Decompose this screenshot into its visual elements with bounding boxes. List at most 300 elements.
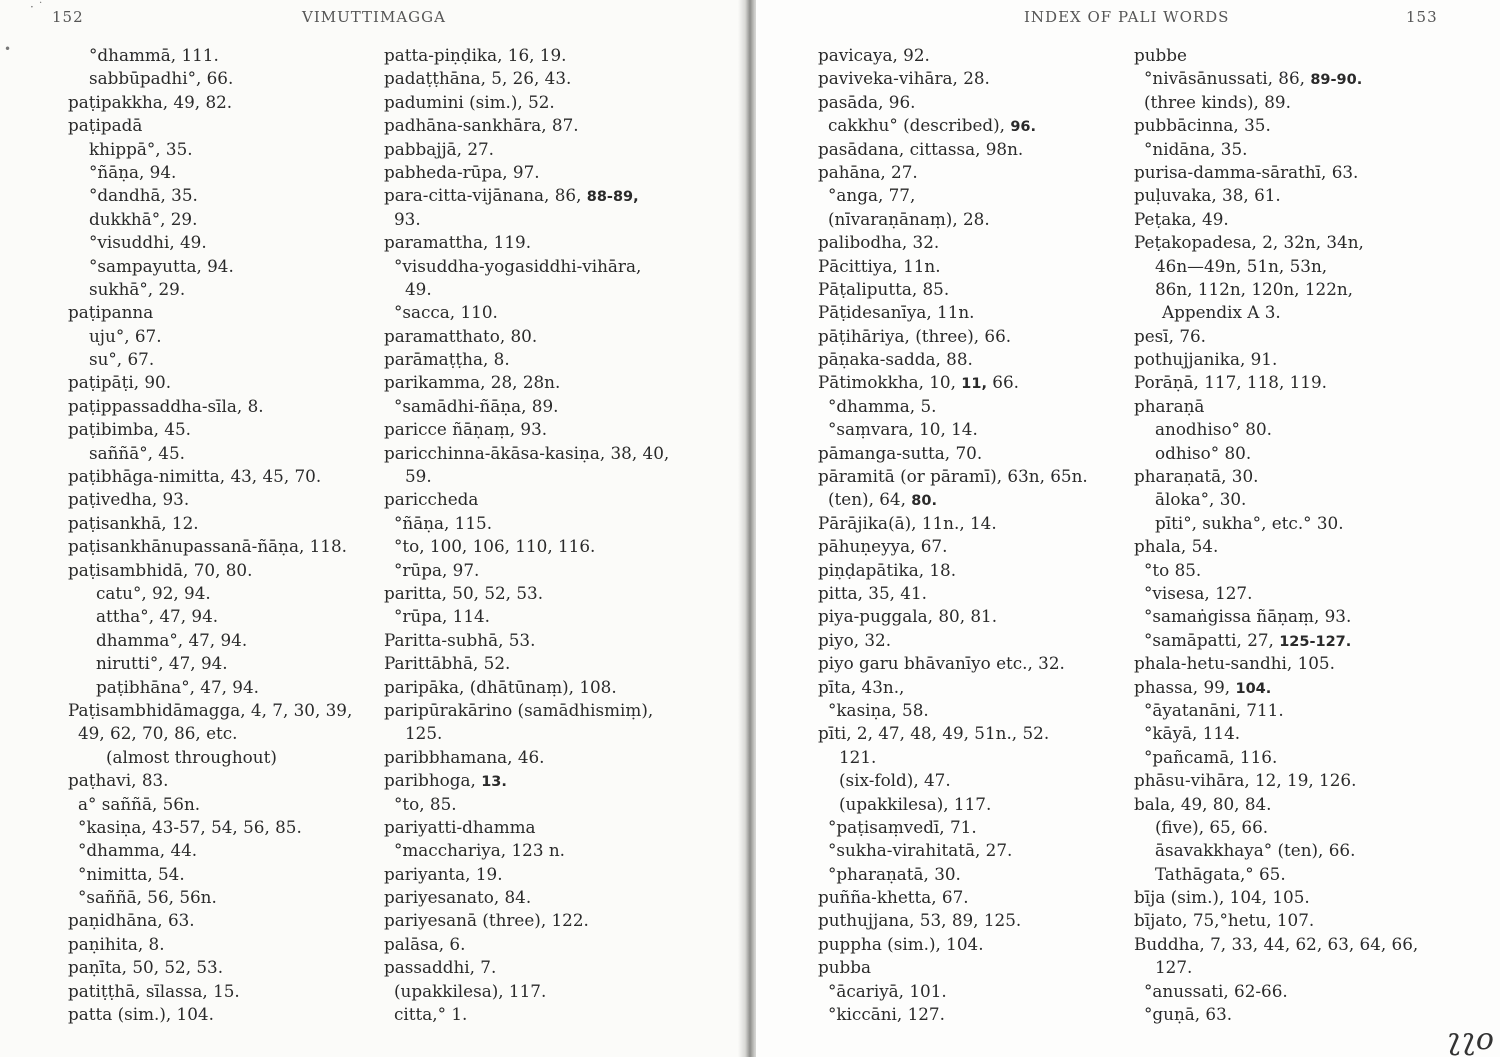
entry-text: passaddhi, 7. [384,957,497,978]
entry-text: bala, 49, 80, 84. [1134,793,1272,814]
entry-text: 127. [1155,957,1193,978]
entry-bold-ref: 80. [911,493,937,510]
index-entry [384,371,669,394]
index-entry [68,278,352,301]
index-entry [68,793,352,816]
index-entry [68,395,352,418]
entry-text: °sampayutta, 94. [89,255,234,276]
index-entry [1134,605,1418,628]
entry-text: °guṇā, 63. [1144,1004,1233,1025]
entry-text: pubbācinna, 35. [1134,115,1271,136]
entry-text: pariyesanato, 84. [384,887,532,908]
index-entry [1134,956,1418,979]
entry-text: piṇḍapātika, 18. [818,559,957,580]
entry-text: (upakkilesa), 117. [839,793,992,814]
entry-text: sabbūpadhi°, 66. [89,68,234,89]
entry-text: 59. [405,466,432,487]
entry-text: paribhoga, [384,770,482,791]
index-entry [384,161,669,184]
index-entry [818,722,1088,745]
index-entry [1134,933,1418,956]
index-entry [818,793,1088,816]
index-entry [68,746,352,769]
entry-text: Paṭisambhidāmagga, 4, 7, 30, 39, [68,699,353,720]
entry-text: paṭisankhā, 12. [68,512,199,533]
entry-text: pesī, 76. [1134,325,1207,346]
entry-text: pitta, 35, 41. [818,582,927,603]
entry-text: °dhamma, 44. [78,840,198,861]
index-entry [1134,793,1418,816]
index-entry [1134,184,1418,207]
index-entry [818,371,1088,394]
index-entry [68,465,352,488]
entry-text: 49. [405,278,432,299]
entry-text: palibodha, 32. [818,232,940,253]
entry-text: āsavakkhaya° (ten), 66. [1155,840,1356,861]
index-column [68,44,352,1026]
index-entry [1134,652,1418,675]
index-entry [384,746,669,769]
entry-text: °kasiṇa, 43-57, 54, 56, 85. [78,816,302,837]
index-entry [818,91,1088,114]
page-number-right: 153 [1406,8,1438,26]
index-entry [818,886,1088,909]
index-entry [384,559,669,582]
index-entry [68,676,352,699]
index-entry [1134,699,1418,722]
index-entry [818,138,1088,161]
index-entry [384,535,669,558]
entry-text: paramatthato, 80. [384,325,538,346]
entry-text: °rūpa, 114. [394,606,491,627]
index-entry [818,325,1088,348]
entry-text: dhamma°, 47, 94. [96,629,248,650]
index-column [818,44,1088,1026]
index-entry [68,652,352,675]
index-entry [818,395,1088,418]
entry-text: padhāna-sankhāra, 87. [384,115,579,136]
index-entry [68,863,352,886]
entry-text: puppha (sim.), 104. [818,933,984,954]
index-entry [818,465,1088,488]
entry-text: °visesa, 127. [1144,582,1253,603]
index-entry [68,301,352,324]
entry-text: 86n, 112n, 120n, 122n, [1155,278,1354,299]
index-entry [1134,465,1418,488]
index-entry [818,909,1088,932]
entry-text: odhiso° 80. [1155,442,1252,463]
entry-bold-ref: 125-127. [1279,633,1352,650]
index-entry [68,722,352,745]
index-entry [818,863,1088,886]
entry-text: °nivāsānussati, 86, [1144,68,1311,89]
entry-bold-ref: 88-89, [586,189,639,206]
index-entry [68,956,352,979]
index-entry [68,629,352,652]
entry-text: paṭipadā [68,115,143,136]
entry-text: puñña-khetta, 67. [818,887,969,908]
entry-text: pabbajjā, 27. [384,138,495,159]
entry-text: pīti°, sukha°, etc.° 30. [1155,512,1344,533]
index-entry [1134,816,1418,839]
entry-text: (upakkilesa), 117. [394,980,547,1001]
index-entry [1134,418,1418,441]
index-entry [818,231,1088,254]
entry-text: phāsu-vihāra, 12, 19, 126. [1134,770,1357,791]
index-entry [68,535,352,558]
entry-text: pavicaya, 92. [818,45,930,65]
entry-text: paṭisambhidā, 70, 80. [68,559,253,580]
running-head-left: VIMUTTIMAGGA [302,8,446,26]
entry-text: (three kinds), 89. [1144,91,1291,112]
index-entry [68,559,352,582]
index-entry [818,67,1088,90]
index-entry [1134,746,1418,769]
index-entry [384,816,669,839]
index-entry [384,325,669,348]
index-entry [68,114,352,137]
entry-text: bījato, 75,°hetu, 107. [1134,910,1315,931]
index-entry [384,208,669,231]
index-entry [384,138,669,161]
entry-text: piya-puggala, 80, 81. [818,606,998,627]
index-entry [68,980,352,1003]
index-entry [1134,208,1418,231]
index-entry [68,488,352,511]
entry-text: paricchinna-ākāsa-kasiṇa, 38, 40, [384,442,670,463]
entry-text: Paritta-subhā, 53. [384,629,536,650]
entry-text: paṇihita, 8. [68,933,165,954]
index-entry [68,699,352,722]
entry-text: °dhammā, 111. [89,45,219,65]
entry-text: °macchariya, 123 n. [394,840,565,861]
index-entry [68,67,352,90]
index-entry [384,348,669,371]
index-entry [818,184,1088,207]
entry-text: °ācariyā, 101. [828,980,947,1001]
entry-text: pabheda-rūpa, 97. [384,161,540,182]
entry-text: °rūpa, 97. [394,559,480,580]
entry-text: puḷuvaka, 38, 61. [1134,185,1281,206]
entry-text: Pāṭaliputta, 85. [818,278,950,299]
index-entry [1134,371,1418,394]
index-entry [1134,980,1418,1003]
entry-text: paṭivedha, 93. [68,489,190,510]
entry-text: pāṭihāriya, (three), 66. [818,325,1012,346]
entry-text: puthujjana, 53, 89, 125. [818,910,1022,931]
index-entry [384,255,669,278]
index-entry [818,816,1088,839]
entry-text: nirutti°, 47, 94. [96,653,228,674]
index-entry [1134,255,1418,278]
entry-text: °to, 85. [394,793,457,814]
entry-text: Peṭaka, 49. [1134,208,1229,229]
index-entry [1134,278,1418,301]
entry-text: °sacca, 110. [394,302,498,323]
index-entry [818,746,1088,769]
entry-text: piyo garu bhāvanīyo etc., 32. [818,653,1065,674]
index-entry [68,325,352,348]
index-entry [818,605,1088,628]
index-entry [1134,442,1418,465]
entry-text: paṭipāṭi, 90. [68,372,172,393]
index-entry [818,161,1088,184]
index-entry [68,442,352,465]
entry-text: paritta, 50, 52, 53. [384,582,544,603]
index-entry [384,395,669,418]
index-entry [1134,231,1418,254]
index-entry [384,933,669,956]
entry-text: °pharaṇatā, 30. [828,863,961,884]
index-entry [818,559,1088,582]
running-head-right: INDEX OF PALI WORDS [1024,8,1230,26]
index-entry [384,629,669,652]
entry-text: catu°, 92, 94. [96,582,211,603]
entry-bold-ref: 11, [961,376,987,393]
scan-speck: · ˙ [30,0,44,14]
index-entry [384,1003,669,1026]
entry-text: °visuddhi, 49. [89,232,207,253]
entry-text: °visuddha-yogasiddhi-vihāra, [394,255,642,276]
entry-text: Buddha, 7, 33, 44, 62, 63, 64, 66, [1134,933,1419,954]
entry-text: Parittābhā, 52. [384,653,511,674]
entry-text: pharaṇatā, 30. [1134,466,1259,487]
index-entry [68,371,352,394]
index-entry [1134,114,1418,137]
index-entry [818,488,1088,511]
entry-text: °anussati, 62-66. [1144,980,1288,1001]
index-entry [68,605,352,628]
index-entry [1134,161,1418,184]
index-entry [68,208,352,231]
index-entry [1134,863,1418,886]
right-page [756,0,1500,1057]
index-entry [818,769,1088,792]
entry-text: °anga, 77, [828,185,916,206]
entry-text: āloka°, 30. [1155,489,1247,510]
entry-text: patta (sim.), 104. [68,1004,214,1025]
index-entry [818,512,1088,535]
index-entry [68,582,352,605]
entry-text: °dandhā, 35. [89,185,198,206]
entry-text: phala, 54. [1134,536,1219,557]
entry-text: °kiccāni, 127. [828,1004,945,1025]
index-entry [68,418,352,441]
left-page [0,0,744,1057]
entry-text: paricce ñāṇaṃ, 93. [384,419,548,440]
index-entry [818,980,1088,1003]
entry-text: Peṭakopadesa, 2, 32n, 34n, [1134,232,1364,253]
index-entry [384,442,669,465]
index-entry [68,839,352,862]
entry-text: parāmaṭṭha, 8. [384,349,510,370]
entry-text: paṭisankhānupassanā-ñāṇa, 118. [68,536,347,557]
entry-text: 121. [839,746,877,767]
index-entry [384,652,669,675]
entry-text: paṭibhāga-nimitta, 43, 45, 70. [68,466,322,487]
index-entry [818,44,1088,67]
entry-text: para-citta-vijānana, 86, [384,185,587,206]
entry-text: uju°, 67. [89,325,162,346]
index-entry [384,278,669,301]
entry-text: Porāṇā, 117, 118, 119. [1134,372,1327,393]
index-entry [1134,488,1418,511]
entry-text: °nidāna, 35. [1144,138,1248,159]
index-entry [1134,886,1418,909]
index-entry [384,301,669,324]
entry-bold-ref: 13. [481,774,507,791]
entry-text: (almost throughout) [106,746,277,767]
entry-text-after: 66. [986,372,1019,393]
index-entry [384,605,669,628]
entry-text: Pātimokkha, 10, [818,372,962,393]
entry-text: °ñāṇa, 94. [89,161,177,182]
index-column [1134,44,1418,1026]
index-entry [384,418,669,441]
entry-text: °sukha-virahitatā, 27. [828,840,1013,861]
entry-text: °to 85. [1144,559,1202,580]
index-entry [68,348,352,371]
index-entry [384,956,669,979]
entry-text: a° saññā, 56n. [78,793,201,814]
entry-text: °samādhi-ñāṇa, 89. [394,395,559,416]
index-column [384,44,669,1026]
entry-text: bīja (sim.), 104, 105. [1134,887,1310,908]
entry-text: °pañcamā, 116. [1144,746,1278,767]
index-entry [384,231,669,254]
index-entry [68,44,352,67]
index-entry [68,138,352,161]
index-entry [68,512,352,535]
entry-text: pahāna, 27. [818,161,918,182]
entry-text: saññā°, 45. [89,442,185,463]
index-entry [68,184,352,207]
entry-text: attha°, 47, 94. [96,606,219,627]
index-entry [68,886,352,909]
entry-text: pariyatti-dhamma [384,816,536,837]
entry-text: pāṇaka-sadda, 88. [818,349,973,370]
page-number-left: 152 [52,8,84,26]
entry-text: paviveka-vihāra, 28. [818,68,990,89]
entry-text: paripāka, (dhātūnaṃ), 108. [384,676,617,697]
entry-text: Tathāgata,° 65. [1155,863,1286,884]
entry-text: phassa, 99, [1134,676,1236,697]
index-entry [818,652,1088,675]
entry-text: pubbe [1134,45,1187,65]
entry-text: paribbhamana, 46. [384,746,545,767]
index-entry [818,418,1088,441]
entry-text: 46n—49n, 51n, 53n, [1155,255,1328,276]
scan-speck: • [4,42,12,56]
entry-text: paramattha, 119. [384,232,532,253]
index-entry [1134,512,1418,535]
index-entry [1134,582,1418,605]
index-entry [1134,839,1418,862]
index-entry [1134,676,1418,699]
index-entry [1134,909,1418,932]
entry-text: patiṭṭhā, sīlassa, 15. [68,980,240,1001]
index-entry [68,91,352,114]
entry-text: paṭipakkha, 49, 82. [68,91,233,112]
index-entry [384,793,669,816]
index-entry [818,208,1088,231]
entry-text: phala-hetu-sandhi, 105. [1134,653,1335,674]
index-entry [818,301,1088,324]
index-entry [68,231,352,254]
entry-text: Pācittiya, 11n. [818,255,941,276]
index-entry [68,769,352,792]
entry-text: 49, 62, 70, 86, etc. [78,723,238,744]
index-entry [384,839,669,862]
index-entry [1134,44,1418,67]
entry-text: pāmanga-sutta, 70. [818,442,983,463]
entry-text: °saññā, 56, 56n. [78,887,217,908]
entry-text: su°, 67. [89,349,155,370]
entry-text: cakkhu° (described), [828,115,1011,136]
entry-text: citta,° 1. [394,1004,468,1025]
entry-text: 125. [405,723,443,744]
entry-text: paripūrakārino (samādhismiṃ), [384,699,654,720]
entry-text: pariyesanā (three), 122. [384,910,589,931]
index-entry [818,676,1088,699]
entry-text: parikamma, 28, 28n. [384,372,561,393]
entry-text: pothujjanika, 91. [1134,349,1278,370]
index-entry [384,886,669,909]
index-entry [818,582,1088,605]
entry-text: paṭibimba, 45. [68,419,191,440]
entry-text: °āyatanāni, 711. [1144,699,1284,720]
entry-text: pīti, 2, 47, 48, 49, 51n., 52. [818,723,1050,744]
entry-text: paṭhavi, 83. [68,770,169,791]
index-entry [384,582,669,605]
index-entry [68,255,352,278]
index-entry [818,278,1088,301]
entry-text: pāramitā (or pāramī), 63n, 65n. [818,466,1088,487]
entry-text: °dhamma, 5. [828,395,937,416]
index-entry [1134,535,1418,558]
entry-text: sukhā°, 29. [89,278,186,299]
entry-text: pariccheda [384,489,479,510]
index-entry [384,91,669,114]
index-entry [384,699,669,722]
index-entry [1134,348,1418,371]
entry-text: Pārājika(ā), 11n., 14. [818,512,997,533]
index-entry [384,67,669,90]
index-entry [384,488,669,511]
index-entry [818,699,1088,722]
entry-text: (five), 65, 66. [1155,816,1269,837]
entry-text: °saṃvara, 10, 14. [828,419,978,440]
entry-text: Appendix A 3. [1162,302,1281,323]
entry-text: (ten), 64, [828,489,912,510]
entry-text: °to, 100, 106, 110, 116. [394,536,596,557]
index-entry [818,839,1088,862]
index-entry [1134,138,1418,161]
index-entry [384,465,669,488]
entry-text: padumini (sim.), 52. [384,91,555,112]
entry-text: °samāpatti, 27, [1144,629,1280,650]
entry-bold-ref: 96. [1010,119,1037,136]
index-entry [68,816,352,839]
index-entry [1134,91,1418,114]
entry-text: °paṭisaṃvedī, 71. [828,816,977,837]
index-entry [384,512,669,535]
entry-text: (nīvaraṇānaṃ), 28. [828,208,990,229]
index-entry [384,184,669,207]
entry-text: paṇīta, 50, 52, 53. [68,957,224,978]
index-entry [818,255,1088,278]
entry-text: pasādana, cittassa, 98n. [818,138,1024,159]
